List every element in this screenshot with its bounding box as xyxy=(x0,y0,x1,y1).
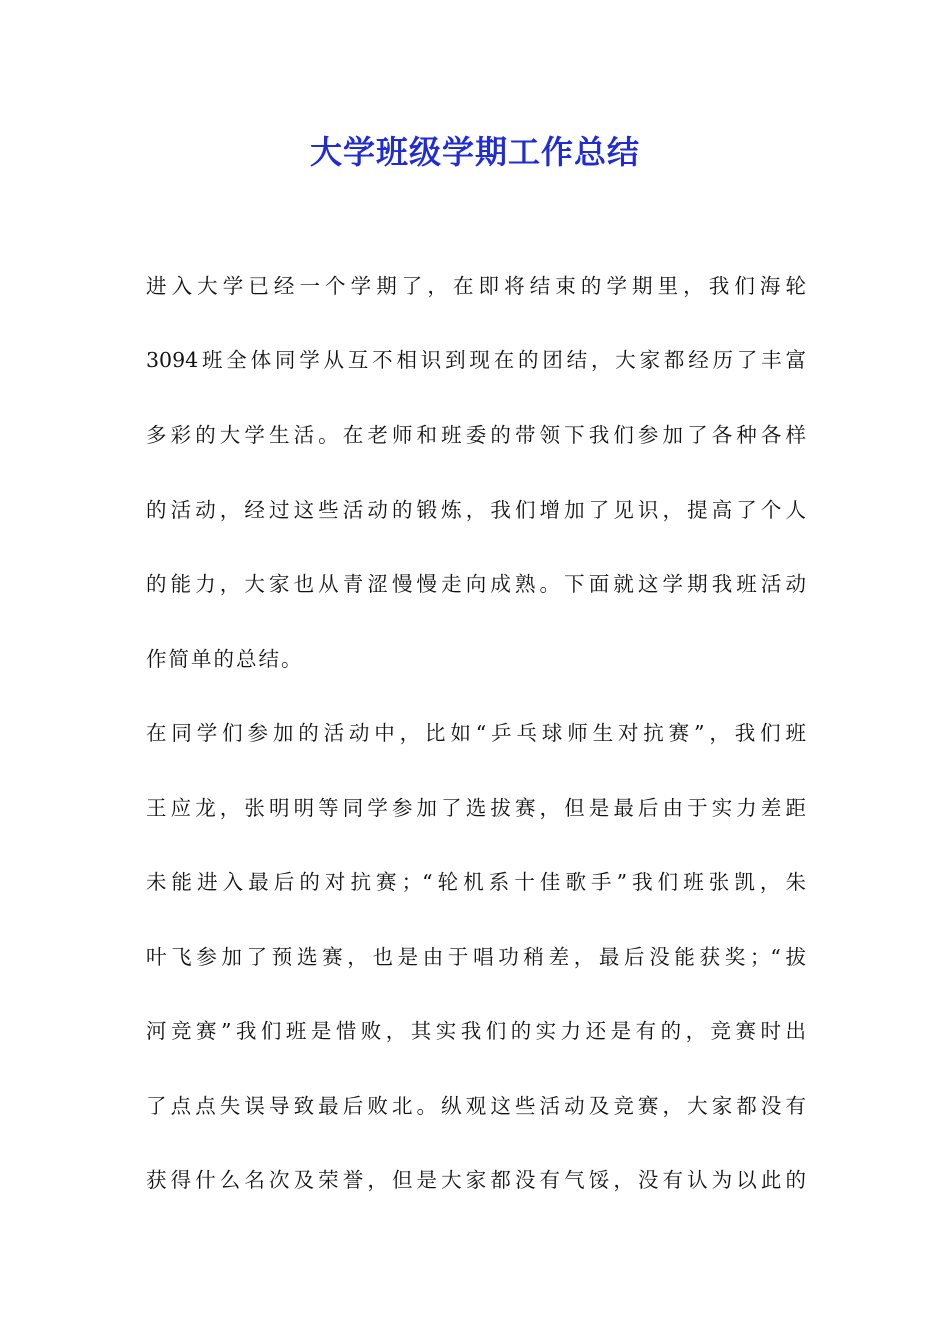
text-line: 获得什么名次及荣誉，但是大家都没有气馁，没有认为以此的 xyxy=(146,1168,806,1192)
text-line: 作简单的总结。 xyxy=(146,647,304,671)
text-line: 的能力，大家也从青涩慢慢走向成熟。下面就这学期我班活动 xyxy=(146,572,806,596)
text-line: 在同学们参加的活动中，比如“乒乓球师生对抗赛”，我们班 xyxy=(146,721,806,745)
text-line: 叶飞参加了预选赛，也是由于唱功稍差，最后没能获奖；“拔 xyxy=(146,945,806,969)
text-line: 了点点失误导致最后败北。纵观这些活动及竞赛，大家都没有 xyxy=(146,1094,806,1118)
text-line: 进入大学已经一个学期了，在即将结束的学期里，我们海轮 xyxy=(146,274,806,298)
text-line: 王应龙，张明明等同学参加了选拔赛，但是最后由于实力差距 xyxy=(146,796,806,820)
text-line: 的活动，经过这些活动的锻炼，我们增加了见识，提高了个人 xyxy=(146,498,806,522)
text-line: 多彩的大学生活。在老师和班委的带领下我们参加了各种各样 xyxy=(146,423,806,447)
document-title: 大学班级学期工作总结 xyxy=(309,133,640,171)
text-line: 3094班全体同学从互不相识到现在的团结，大家都经历了丰富 xyxy=(146,348,806,372)
text-line: 河竞赛”我们班是惜败，其实我们的实力还是有的，竞赛时出 xyxy=(146,1019,806,1043)
text-line: 未能进入最后的对抗赛；“轮机系十佳歌手”我们班张凯，朱 xyxy=(146,870,806,894)
